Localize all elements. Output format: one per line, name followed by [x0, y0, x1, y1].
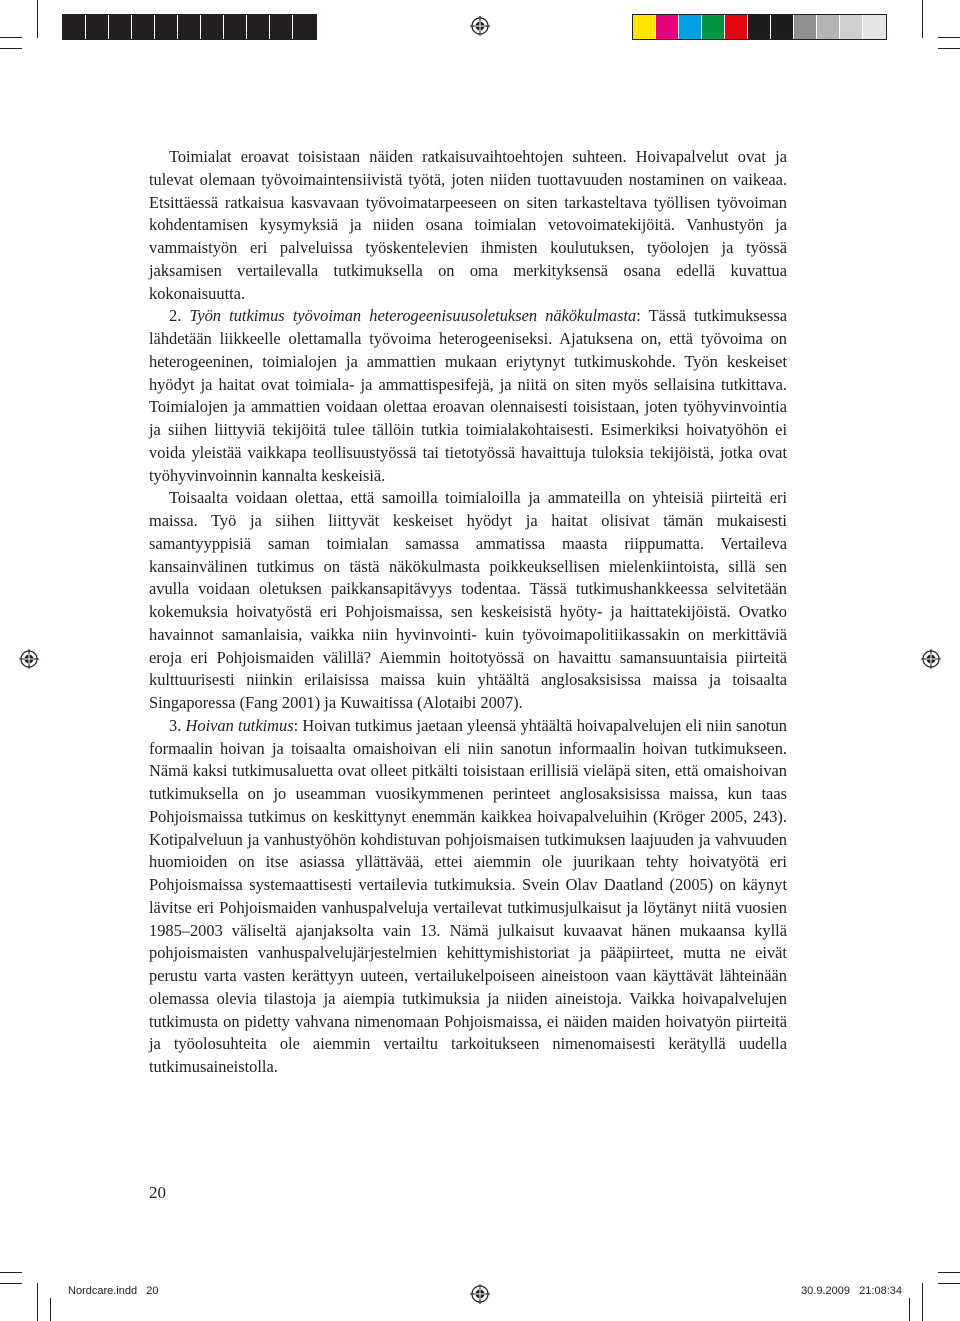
gray-bar-swatch	[178, 15, 201, 39]
gray-color-bar	[62, 14, 317, 40]
process-color-swatch	[656, 15, 679, 39]
gray-bar-swatch	[201, 15, 224, 39]
crop-mark-top-right-horizontal-2	[938, 48, 960, 49]
crop-mark-top-left-horizontal	[0, 37, 22, 38]
gray-bar-swatch	[86, 15, 109, 39]
crop-mark-bottom-right-horizontal-2	[938, 1272, 960, 1273]
registration-mark-top-icon	[470, 16, 490, 36]
process-color-swatch	[794, 15, 817, 39]
paragraph-4-heading: Hoivan tutkimus	[185, 715, 294, 735]
crop-mark-top-right-vertical	[922, 0, 923, 38]
crop-mark-bottom-inner-right	[909, 1298, 910, 1321]
process-color-swatch	[840, 15, 863, 39]
gray-bar-swatch	[293, 15, 316, 39]
gray-bar-swatch	[109, 15, 132, 39]
gray-bar-swatch	[63, 15, 86, 39]
gray-bar-swatch	[224, 15, 247, 39]
crop-mark-bottom-inner-left	[50, 1298, 51, 1321]
paragraph-3-text: Toisaalta voidaan olettaa, että samoilla toimialoilla ja ammateilla on yhteisiä piirteitä eri maissa. Työ ja siihen liittyvät keskeiset hyödyt ja haitat olisivat tämän mukaisesti samantyyppisiä saman toimialan samassa ammatissa maasta riippumatta. Vertaileva kansainvälinen tutkimus on tästä näkökulmasta poikkeuksellisen mielenkiintoista, sillä sen avulla voidaan oletuksen paikkansapitävyys todentaa. Tässä tutkimushankkeessa selvitetään kokemuksia hoivatyöstä eri Pohjoismaissa, sen keskeisistä hyöty- ja haittatekijöistä. Ovatko havainnot samanlaisia, vaikka niin hyvinvointi- kuin työvoimapolitiikassakin on merkittäviä eroja eri Pohjoismaiden välillä? Aiemmin hoitotyössä on havaittu samansuuntaisia piirteitä kulttuurisesti niinkin erilaisissa maissa kuin yhtäältä anglosaksisissa maissa ja toisaalta Singaporessa (Fang 2001) ja Kuwaitissa (Alotaibi 2007).	[149, 488, 787, 712]
gray-bar-swatch	[270, 15, 293, 39]
gray-bar-swatch	[132, 15, 155, 39]
body-text	[149, 146, 787, 1079]
crop-mark-top-left-vertical	[37, 0, 38, 38]
paragraph-4-number: 3.	[169, 715, 186, 735]
paragraph-1-text: Toimialat eroavat toisistaan näiden ratkaisuvaihtoehtojen suhteen. Hoivapalvelut ovat ja tulevat olemaan työvoimaintensiivistä työtä, joten niiden tuottavuuden nostaminen on vaikeaa. Etsittäessä ratkaisua kasvavaan työvoimatarpeeseen on siten tarkasteltava työllisen työvoiman kohdentamisen kysymyksiä ja niiden osana toimialan vetovoimatekijöitä. Vanhustyön ja vammaistyön eri palveluissa työskentelevien ihmisten koulutuksen, työolojen ja työssä jaksamisen vertailevalla tutkimuksella on oma merkityksensä osana edellä kuvattua kokonaisuutta.	[149, 147, 787, 303]
registration-mark-bottom-icon	[470, 1284, 490, 1304]
slug-filename: Nordcare.indd 20	[68, 1285, 159, 1297]
crop-mark-bottom-right-vertical	[922, 1283, 923, 1321]
gray-bar-swatch	[155, 15, 178, 39]
process-color-swatch	[702, 15, 725, 39]
paragraph-3	[149, 487, 787, 715]
page-number: 20	[149, 1183, 166, 1202]
process-color-swatch	[679, 15, 702, 39]
process-color-swatch	[817, 15, 840, 39]
process-color-swatch	[863, 15, 886, 39]
paragraph-2-number: 2.	[169, 306, 190, 326]
process-color-swatch	[748, 15, 771, 39]
paragraph-4-text: : Hoivan tutkimus jaetaan yleensä yhtäältä hoivapalvelujen eli niin sanotun formaalin hoivan ja toisaalta omaishoivan eli niin sanotun informaalin hoivan tutkimukseen. Nämä kaksi tutkimusaluetta ovat olleet pitkälti toisistaan erillisiä vieläpä siten, että omaishoivan tutkimuksella on jo useamman vuosikymmenen perinteet anglosaksisissa maissa, kun taas Pohjoismaissa tutkimus on keskittynyt enemmän kaikkea hoivapalveluihin (Kröger 2005, 243). Kotipalveluun ja vanhustyöhön kohdistuvan pohjoismaisen tutkimuksen laajuuden ja vahvuuden huomioiden on itse asiassa yllättävää, ettei aiemmin ole juurikaan tehty hoivatyötä eri Pohjoismaissa systemaattisesti vertailevia tutkimuksia. Svein Olav Daatland (2005) on käynyt lävitse eri Pohjoismaiden vanhuspalveluja vertailevat tutkimusjulkaisut ja löytänyt niitä vuosien 1985–2003 väliseltä ajanjaksolta vain 13. Nämä julkaisut kuvaavat hänen mukaansa kyllä pohjoismaisten vanhuspalvelujärjestelmien kehittymishistoriat ja pääpiirteet, mutta ne eivät perustu varta vasten kerättyyn uuteen, vertailukelpoiseen aineistoon vaan käyttävät lähteinään olemassa olevia tilastoja ja aiempia tutkimuksia ja niiden aineistoja. Vaikka hoivapalvelujen tutkimusta on pidetty vahvana nimenomaan Pohjoismaissa, ei näiden maiden hoivatyön piirteitä ja työolosuhteita ole aiemmin vertailtu tarkoitukseen nimenomaisesti kerätyllä uudella tutkimusaineistolla.	[149, 715, 787, 1076]
process-color-bar	[632, 14, 887, 40]
gray-bar-swatch	[247, 15, 270, 39]
registration-mark-right-icon	[921, 649, 941, 669]
process-color-swatch	[725, 15, 748, 39]
crop-mark-bottom-left-vertical	[37, 1283, 38, 1321]
paragraph-2-heading: Työn tutkimus työvoiman heterogeenisuusoletuksen näkökulmasta	[189, 306, 637, 326]
crop-mark-top-right-horizontal	[938, 37, 960, 38]
paragraph-4	[149, 715, 787, 1079]
process-color-swatch	[771, 15, 794, 39]
crop-mark-bottom-right-horizontal	[938, 1283, 960, 1284]
crop-mark-bottom-left-horizontal-2	[0, 1272, 22, 1273]
paragraph-2	[149, 305, 787, 487]
slug-timestamp: 30.9.2009 21:08:34	[801, 1285, 902, 1297]
crop-mark-top-left-horizontal-2	[0, 48, 22, 49]
paragraph-2-text: : Tässä tutkimuksessa lähdetään liikkeelle olettamalla työvoima heterogeeniseksi. Ajatuksena on, että työvoima on heterogeeninen, toimialojen ja ammattien mukaan eriytynyt tutkimuskohde. Työn keskeiset hyödyt ja haitat ovat toimiala- ja ammattispesifejä, ja niitä on siten myös sellaisina tutkittava. Toimialojen ja ammattien voidaan olettaa eroavan olennaisesti toisistaan, joten työhyvinvointia ja siihen liittyviä tekijöitä tulee tällöin tutkia toimialakohtaisesti. Esimerkiksi hoivatyöhön ei voida yleistää vaikkapa teollisuustyössä tai tietotyössä havaittuja tuloksia tekijöistä, jotka ovat työhyvinvoinnin kannalta keskeisiä.	[149, 306, 787, 485]
registration-mark-left-icon	[19, 649, 39, 669]
crop-mark-bottom-left-horizontal	[0, 1283, 22, 1284]
paragraph-1	[149, 146, 787, 305]
process-color-swatch	[633, 15, 656, 39]
